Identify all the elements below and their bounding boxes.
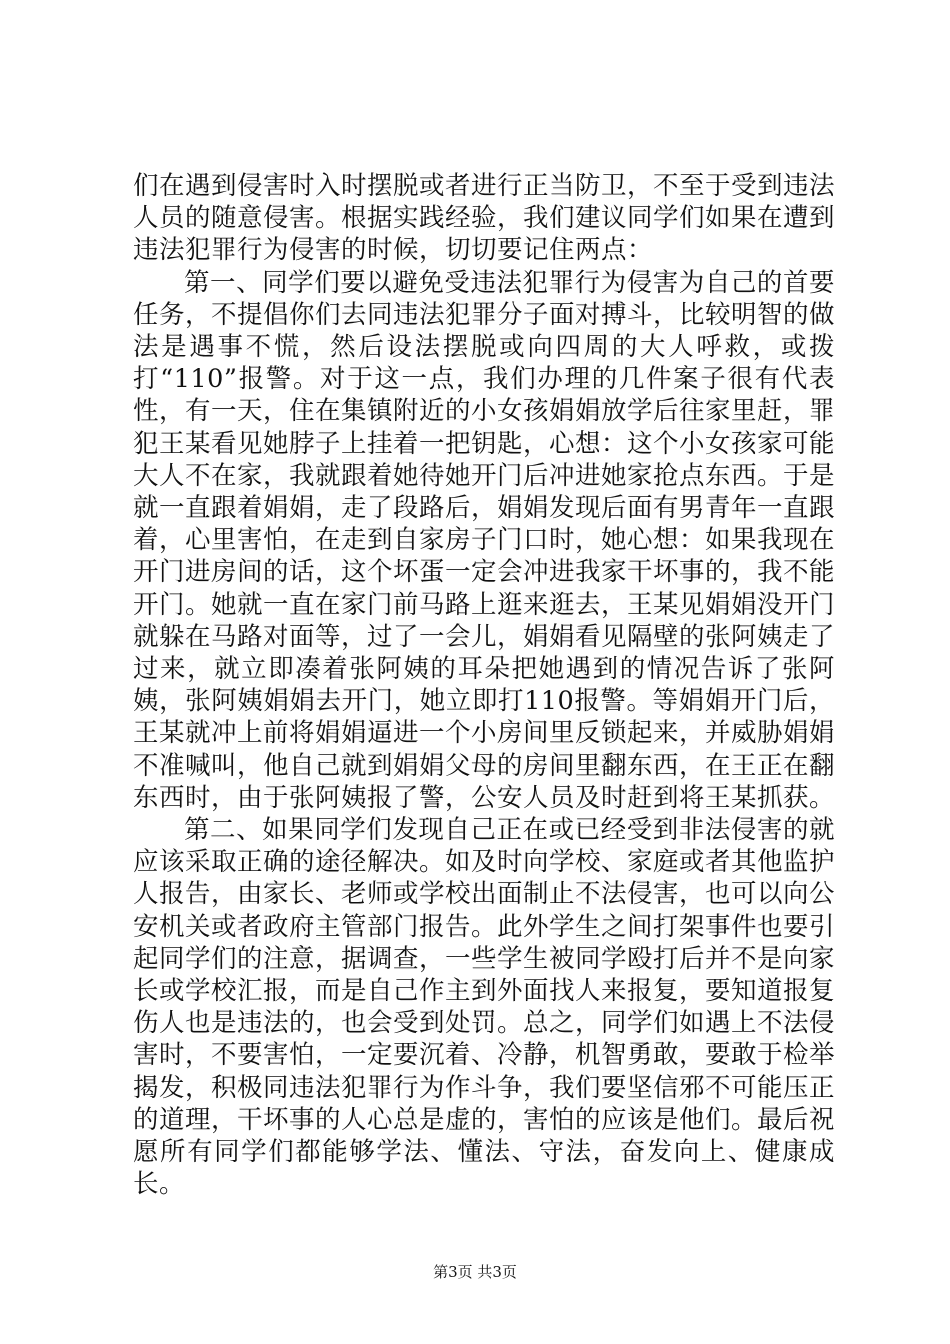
- paragraph-point-two: 第二、如果同学们发现自己正在或已经受到非法侵害的就应该采取正确的途径解决。如及时向学校、家庭或者其他监护人报告，由家长、老师或学校出面制止不法侵害，也可以向公安机关或者政府主管部门报告。此外学生之间打架事件也要引起同学们的注意，据调查，一些学生被同学殴打后并不是向家长或学校汇报，而是自己作主到外面找人来报复，要知道报复伤人也是违法的，也会受到处罚。总之，同学们如遇上不法侵害时，不要害怕，一定要沉着、冷静，机智勇敢，要敢于检举揭发，积极同违法犯罪行为作斗争，我们要坚信邪不可能压正的道理，干坏事的人心总是虚的，害怕的应该是他们。最后祝愿所有同学们都能够学法、懂法、守法，奋发向上、健康成长。: [133, 815, 836, 1200]
- paragraph-point-one: 第一、同学们要以避免受违法犯罪行为侵害为自己的首要任务，不提倡你们去同违法犯罪分子面对搏斗，比较明智的做法是遇事不慌，然后设法摆脱或向四周的大人呼救，或拨打“110”报警。对于这一点，我们办理的几件案子很有代表性，有一天，住在集镇附近的小女孩娟娟放学后往家里赶，罪犯王某看见她脖子上挂着一把钥匙，心想：这个小女孩家可能大人不在家，我就跟着她待她开门后冲进她家抢点东西。于是就一直跟着娟娟，走了段路后，娟娟发现后面有男青年一直跟着，心里害怕，在走到自家房子门口时，她心想：如果我现在开门进房间的话，这个坏蛋一定会冲进我家干坏事的，我不能开门。她就一直在家门前马路上逛来逛去，王某见娟娟没开门就躲在马路对面等，过了一会儿，娟娟看见隔壁的张阿姨走了过来，就立即凑着张阿姨的耳朵把她遇到的情况告诉了张阿姨，张阿姨娟娟去开门，她立即打110报警。等娟娟开门后，王某就冲上前将娟娟逼进一个小房间里反锁起来，并威胁娟娟不准喊叫，他自己就到娟娟父母的房间里翻东西，在王正在翻东西时，由于张阿姨报了警，公安人员及时赶到将王某抓获。: [133, 267, 836, 813]
- paragraph-continuation: 们在遇到侵害时入时摆脱或者进行正当防卫，不至于受到违法人员的随意侵害。根据实践经验，我们建议同学们如果在遭到违法犯罪行为侵害的时候，切切要记住两点：: [133, 171, 836, 266]
- page-number: 第3页 共3页: [433, 1263, 517, 1281]
- document-body: [133, 170, 835, 1201]
- page-footer: [0, 1262, 950, 1282]
